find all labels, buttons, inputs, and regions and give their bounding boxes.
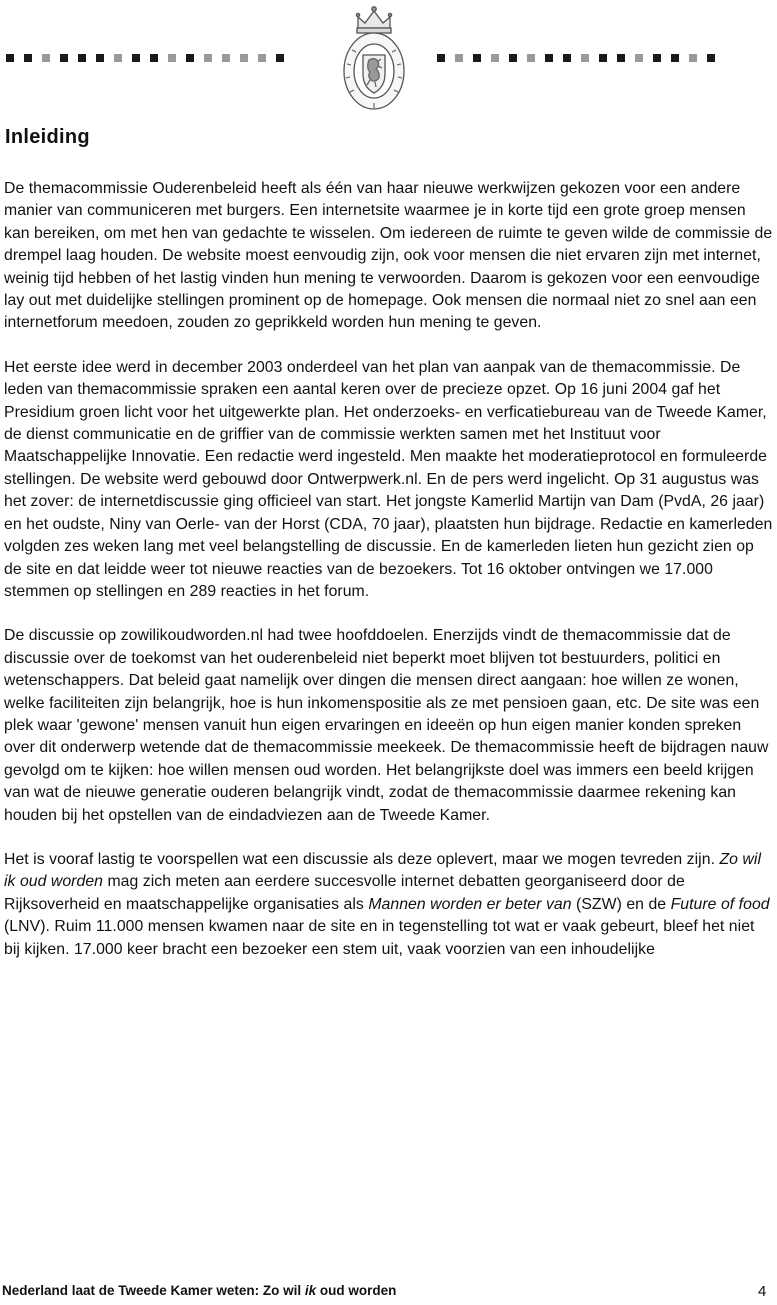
tweede-kamer-emblem-icon xyxy=(339,2,409,114)
decorative-square-row-right xyxy=(437,54,715,62)
decorative-square xyxy=(437,54,445,62)
decorative-square xyxy=(222,54,230,62)
decorative-square xyxy=(563,54,571,62)
text-run: (LNV). Ruim 11.000 mensen kwamen naar de site en in tegenstelling tot wat er vaak gebeurt, bleef het niet bij kijken. 17.000 keer bracht een bezoeker een stem uit, vaak voorzien van een inhoudelijke xyxy=(4,918,755,958)
decorative-square xyxy=(186,54,194,62)
page-header xyxy=(0,0,777,118)
decorative-square xyxy=(473,54,481,62)
paragraph xyxy=(4,849,774,961)
decorative-square xyxy=(6,54,14,62)
decorative-square xyxy=(132,54,140,62)
section-title: Inleiding xyxy=(5,126,90,148)
decorative-square xyxy=(60,54,68,62)
italic-title: Mannen worden er beter van xyxy=(368,895,572,913)
text-run: (SZW) en de xyxy=(571,895,671,913)
decorative-square xyxy=(276,54,284,62)
page-number: 4 xyxy=(758,1283,767,1300)
text-run: Het eerste idee werd in december 2003 onderdeel van het plan van aanpak van de themacommissie. De leden van themacommissie spraken een aantal keren over de precieze opzet. Op 16 juni 2004 gaf het Presidium groen licht voor het uitgewerkte plan. Het onderzoeks- en verficatiebureau van de Tweede Kamer, de dienst communicatie en de griffier van de commissie werkten samen met het Instituut voor Maatschappelijke Innovatie. Een redactie werd ingesteld. Men maakte het moderatieprotocol en formuleerde stellingen. De website werd gebouwd door Ontwerpwerk.nl. En de pers werd ingelicht. Op 31 augustus was het zover: de internetdiscussie ging officieel van start. Het jongste Kamerlid Martijn van Dam (PvdA, 26 jaar) en het oudste, Niny van Oerle- van der Horst (CDA, 70 jaar), plaatsten hun bijdrage. Redactie en kamerleden volgden zes weken lang met veel belangstelling de discussie. En de kamerleden lieten hun gezicht zien op de site en dat leidde weer tot nieuwe reacties van de bezoekers. Tot 16 oktober ontvingen we 17.000 stemmen op stellingen en 289 reacties in het forum. xyxy=(4,358,773,600)
decorative-square xyxy=(114,54,122,62)
text-run: Het is vooraf lastig te voorspellen wat een discussie als deze oplevert, maar we mogen tevreden zijn. xyxy=(4,850,720,868)
italic-title: Zo wil ik oud worden xyxy=(4,850,762,891)
footer-title-end: oud worden xyxy=(316,1283,397,1298)
decorative-square xyxy=(617,54,625,62)
decorative-square xyxy=(24,54,32,62)
body-text xyxy=(4,178,774,961)
decorative-square xyxy=(581,54,589,62)
text-run: mag zich meten aan eerdere succesvolle internet debatten georganiseerd door de Rijksoverheid en maatschappelijke organisaties als xyxy=(4,873,685,913)
decorative-square xyxy=(96,54,104,62)
decorative-square-row-left xyxy=(6,54,284,62)
decorative-square xyxy=(240,54,248,62)
decorative-square xyxy=(635,54,643,62)
decorative-square xyxy=(78,54,86,62)
text-run: De themacommissie Ouderenbeleid heeft als één van haar nieuwe werkwijzen gekozen voor een andere manier van communiceren met burgers. Een internetsite waarmee je in korte tijd een grote groep mensen kan bereiken, om met hen van gedachte te wisselen. Om iedereen de ruimte te geven wilde de commissie de drempel laag houden. De website moest eenvoudig zijn, ook voor mensen die niet ervaren zijn met internet, weinig tijd hebben of het lastig vinden hun mening te verwoorden. Daarom is gekozen voor een eenvoudige lay out met duidelijke stellingen prominent op de homepage. Ook mensen die normaal niet zo snel aan een internetforum meedoen, zouden zo geprikkeld worden hun mening te geven. xyxy=(4,180,773,332)
decorative-square xyxy=(509,54,517,62)
decorative-square xyxy=(689,54,697,62)
paragraph xyxy=(4,357,774,603)
decorative-square xyxy=(168,54,176,62)
footer-title-italic: ik xyxy=(304,1283,317,1298)
footer-title-text: Nederland laat de Tweede Kamer weten: Zo wil xyxy=(2,1283,305,1298)
decorative-square xyxy=(258,54,266,62)
decorative-square xyxy=(204,54,212,62)
decorative-square xyxy=(545,54,553,62)
decorative-square xyxy=(599,54,607,62)
paragraph xyxy=(4,625,774,827)
decorative-square xyxy=(707,54,715,62)
decorative-square xyxy=(671,54,679,62)
italic-title: Future of food xyxy=(670,895,770,913)
decorative-square xyxy=(455,54,463,62)
text-run: De discussie op zowilikoudworden.nl had twee hoofddoelen. Enerzijds vindt de themacommissie dat de discussie over de toekomst van het ouderenbeleid niet beperkt moet blijven tot bestuurders, politici en wetenschappers. Dat beleid gaat namelijk over dingen die mensen direct aangaan: hoe willen ze wonen, welke faciliteiten zijn belangrijk, hoe is hun inkomenspositie als ze met pensioen gaan, etc. De site was een plek waar 'gewone' mensen vanuit hun eigen ervaringen en ideeën op hun eigen manier konden spreken over dit onderwerp wetende dat de themacommissie meekeek. De themacommissie heeft de bijdragen nauw gevolgd om te kijken: hoe willen mensen oud worden. Het belangrijkste doel was immers een beeld krijgen van wat de nieuwe generatie ouderen belangrijk vindt, zodat de themacommissie daarmee rekening kan houden bij het opstellen van de eindadviezen aan de Tweede Kamer. xyxy=(4,627,769,824)
paragraph xyxy=(4,178,774,335)
decorative-square xyxy=(653,54,661,62)
decorative-square xyxy=(491,54,499,62)
decorative-square xyxy=(527,54,535,62)
decorative-square xyxy=(150,54,158,62)
decorative-square xyxy=(42,54,50,62)
footer-document-title xyxy=(2,1283,396,1298)
